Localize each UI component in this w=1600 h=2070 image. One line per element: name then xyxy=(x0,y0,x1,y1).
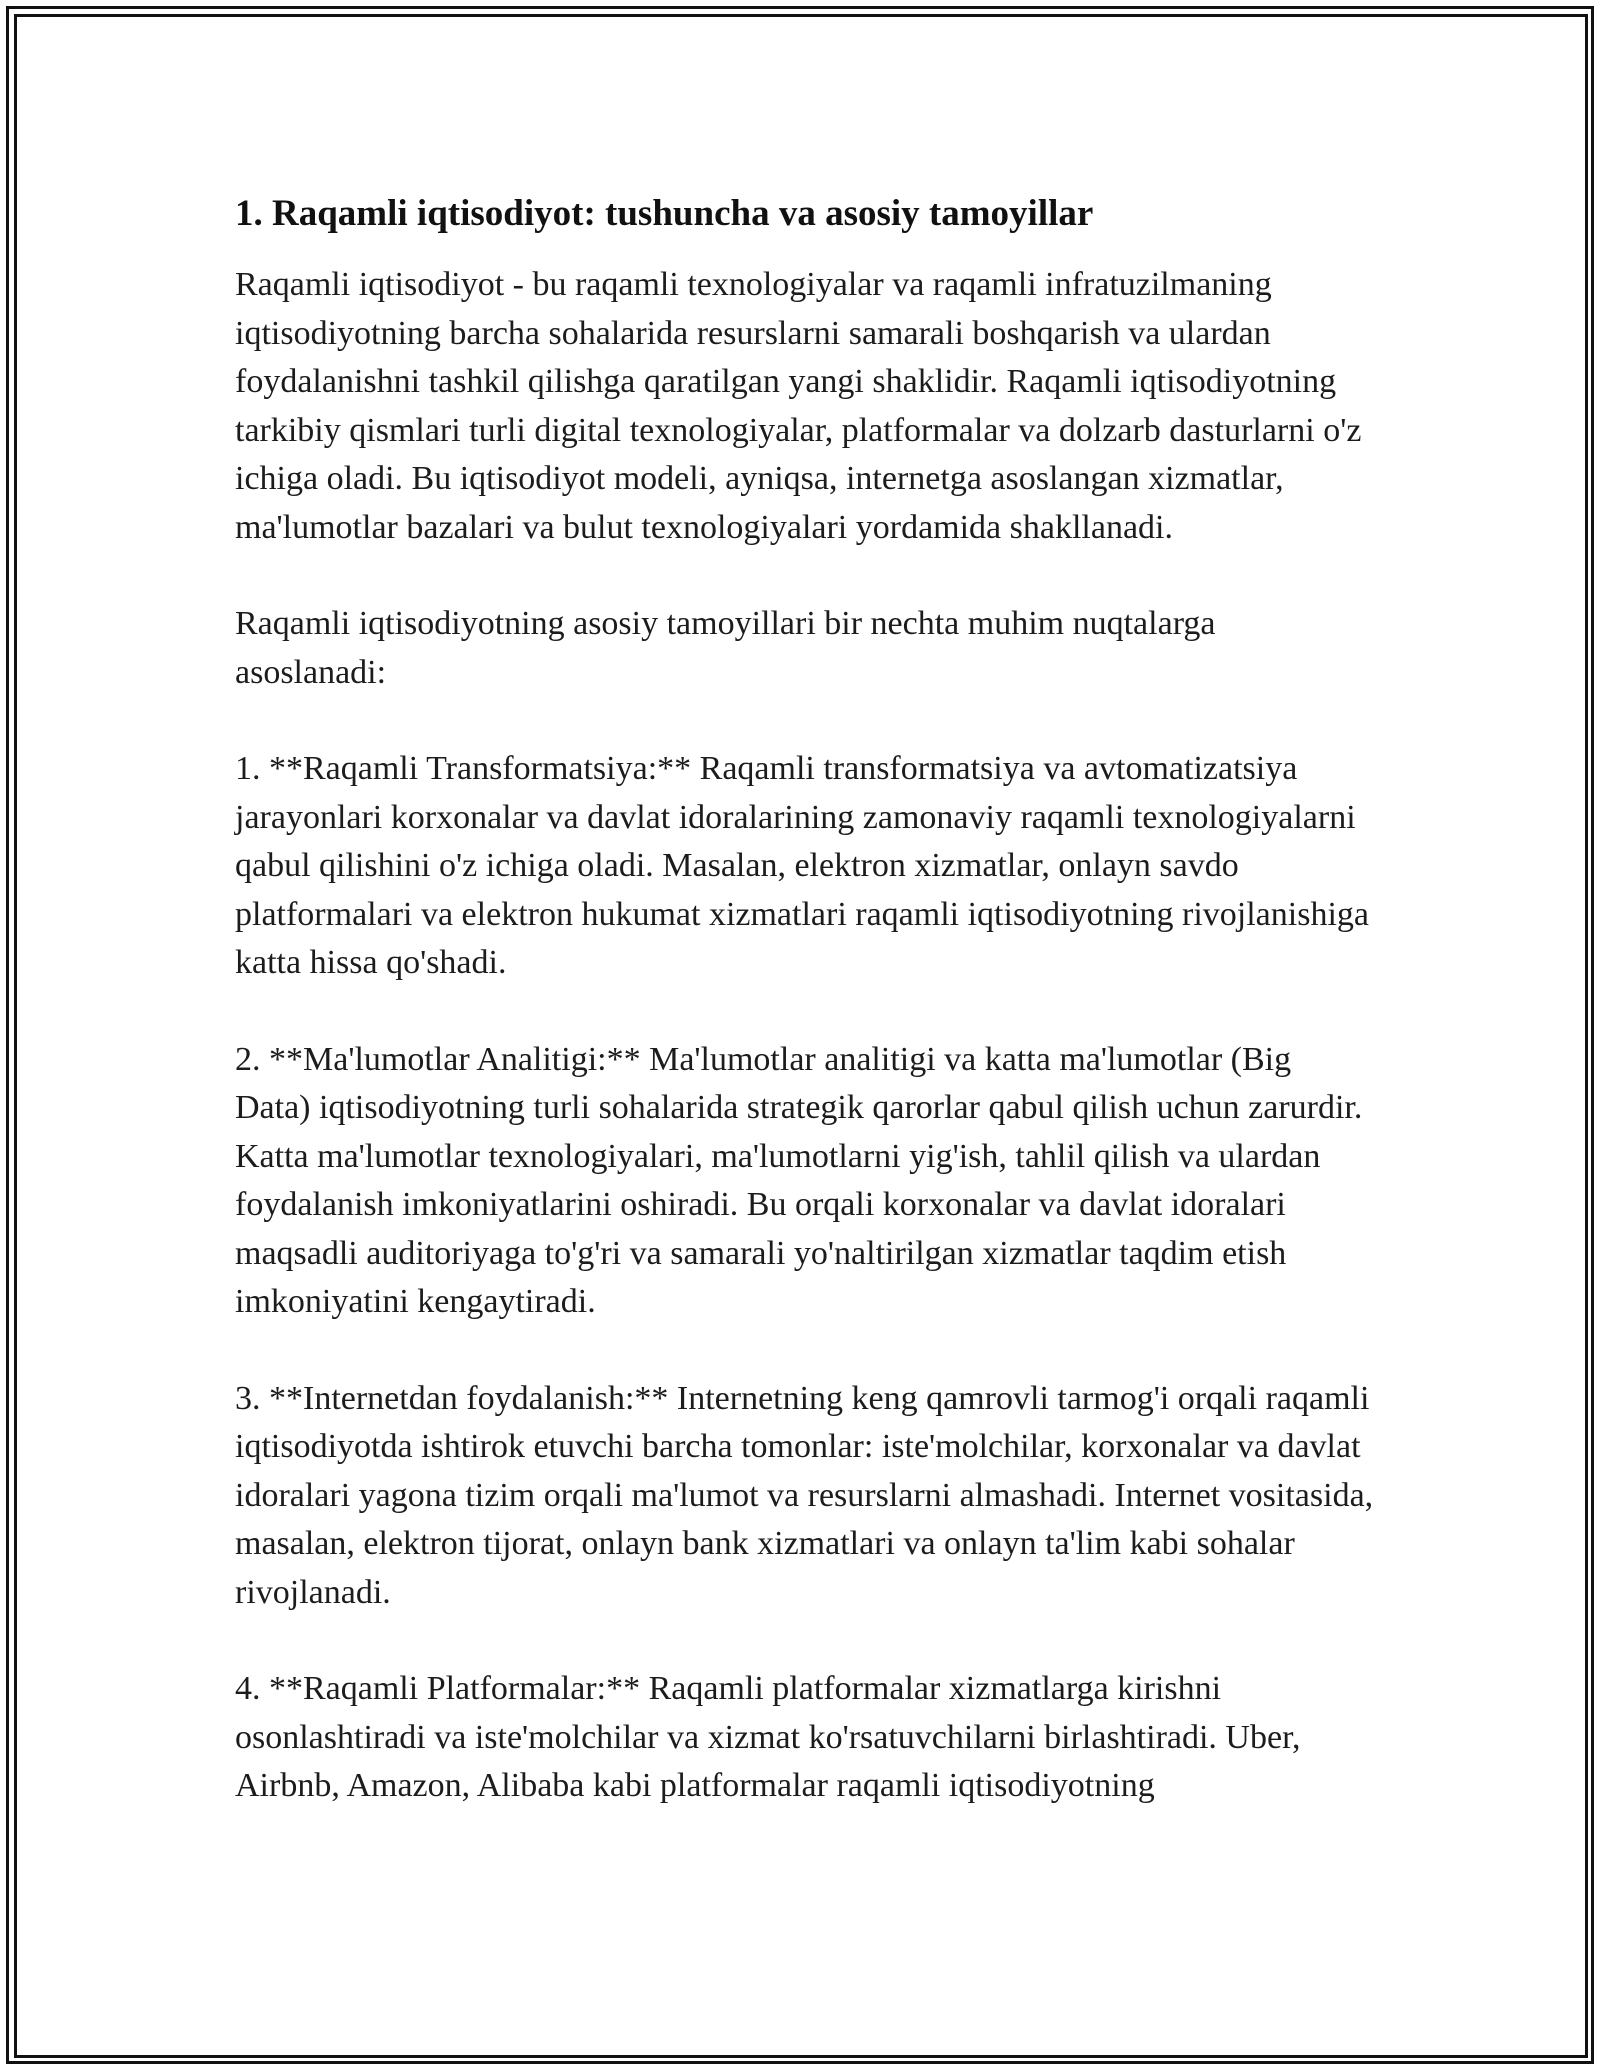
principle-1-paragraph: 1. **Raqamli Transformatsiya:** Raqamli transformatsiya va avtomatizatsiya jarayonlari korxonalar va davlat idoralarining zamonaviy raqamli texnologiyalarni qabul qilishini o'z ichiga oladi. Masalan, elektron xizmatlar, onlayn savdo platformalari va elektron hukumat xizmatlari raqamli iqtisodiyotning rivojlanishiga katta hissa qo'shadi. xyxy=(235,750,1369,981)
intro-paragraph: Raqamli iqtisodiyot - bu raqamli texnologiyalar va raqamli infratuzilmaning iqtisodiyotning barcha sohalarida resurslarni samarali boshqarish va ulardan foydalanishni tashkil qilishga qaratilgan yangi shaklidir. Raqamli iqtisodiyotning tarkibiy qismlari turli digital texnologiyalar, platformalar va dolzarb dasturlarni o'z ichiga oladi. Bu iqtisodiyot modeli, ayniqsa, internetga asoslangan xizmatlar, ma'lumotlar bazalari va bulut texnologiyalari yordamida shakllanadi. xyxy=(235,266,1362,546)
principle-3-paragraph: 3. **Internetdan foydalanish:** Internetning keng qamrovli tarmog'i orqali raqamli iqtisodiyotda ishtirok etuvchi barcha tomonlar: iste'molchilar, korxonalar va davlat idoralari yagona tizim orqali ma'lumot va resurslarni almashadi. Internet vositasida, masalan, elektron tijorat, onlayn bank xizmatlari va onlayn ta'lim kabi sohalar rivojlanadi. xyxy=(235,1379,1374,1611)
principle-2-paragraph: 2. **Ma'lumotlar Analitigi:** Ma'lumotlar analitigi va katta ma'lumotlar (Big Data) iqtisodiyotning turli sohalarida strategik qarorlar qabul qilish uchun zarurdir. Katta ma'lumotlar texnologiyalari, ma'lumotlarni yig'ish, tahlil qilish va ulardan foydalanish imkoniyatlarini oshiradi. Bu orqali korxonalar va davlat idoralari maqsadli auditoriyaga to'g'ri va samarali yo'naltirilgan xizmatlar taqdim etish imkoniyatini kengaytiradi. xyxy=(235,1040,1363,1320)
document-body xyxy=(235,185,1375,1859)
principles-intro-paragraph: Raqamli iqtisodiyotning asosiy tamoyillari bir nechta muhim nuqtalarga asoslanadi: xyxy=(235,605,1216,691)
section-title: 1. Raqamli iqtisodiyot: tushuncha va asosiy tamoyillar xyxy=(235,193,1094,234)
principle-4-paragraph: 4. **Raqamli Platformalar:** Raqamli platformalar xizmatlarga kirishni osonlashtiradi va iste'molchilar va xizmat ko'rsatuvchilarni birlashtiradi. Uber, Airbnb, Amazon, Alibaba kabi platformalar raqamli iqtisodiyotning xyxy=(235,1670,1301,1804)
